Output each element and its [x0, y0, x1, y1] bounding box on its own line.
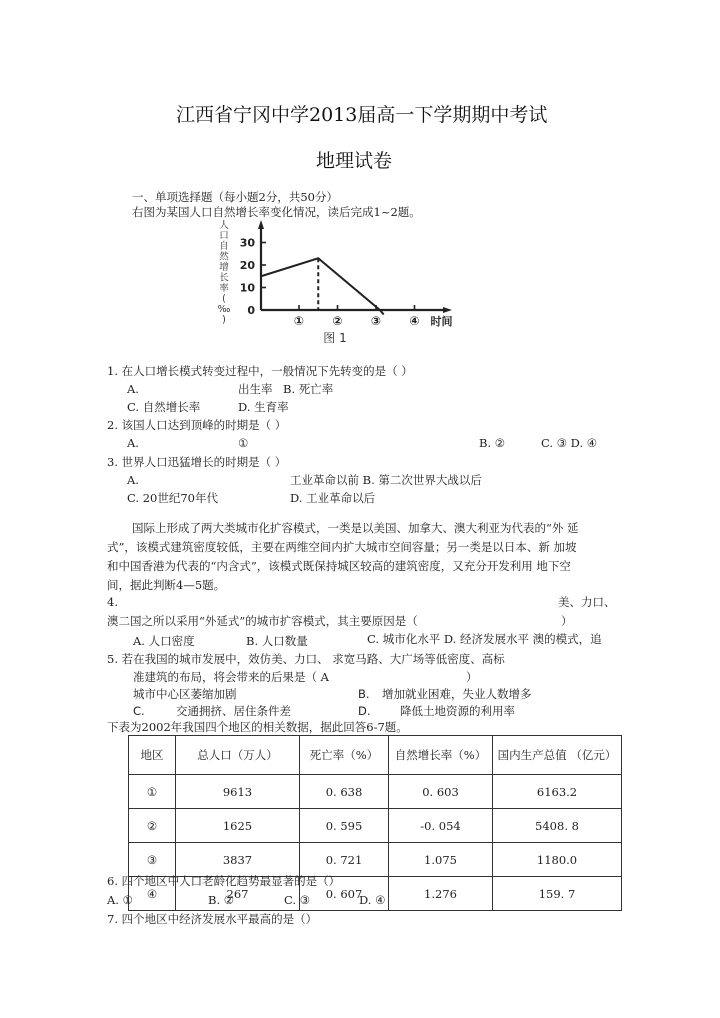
q4-close-paren: ） [561, 614, 573, 628]
cell-death-rate: 0. 638 [300, 775, 389, 809]
y-axis-label-char: 人 [219, 220, 229, 231]
y-axis-label-char: 口 [219, 230, 229, 242]
cell-death-rate: 0. 721 [300, 843, 389, 877]
q5-stem-line-1: 5. 若在我国的城市发展中，效仿美、力口、 求宽马路、大广场等低密度、高标 [107, 652, 505, 666]
q5-option-c: 交通拥挤、居住条件差 [176, 704, 291, 718]
x-tick-label: ④ [409, 314, 420, 328]
q4-stem: 澳二国之所以采用“外延式”的城市扩容模式，其主要原因是（ [107, 614, 418, 628]
x-tick-label: ③ [370, 314, 382, 328]
q5-option-d: 降低土地资源的利用率 [400, 704, 515, 718]
q2-option-cd: C. ③ D. ④ [541, 436, 598, 450]
q5-option-b-label: B. [358, 687, 370, 701]
cell-population: 1625 [176, 809, 300, 843]
y-axis-label-char: ) [222, 314, 226, 326]
passage-line-2: 式”，该模式建筑密度较低，主要在两维空间内扩大城市空间容量；另一类是以日本、新 加坡 [107, 540, 577, 554]
table-row [129, 809, 622, 843]
y-axis-label-char: ( [222, 293, 226, 305]
cell-region: ② [129, 809, 176, 843]
cell-population: 9613 [176, 775, 300, 809]
q3-option-a-text: 工业革命以前 B. 第二次世界大战以后 [290, 473, 482, 487]
cell-growth-rate: 1.075 [389, 843, 493, 877]
cell-death-rate: 0. 595 [300, 809, 389, 843]
q1-option-b: B. 死亡率 [283, 382, 334, 396]
q3-option-c: C. 20世纪70年代 [127, 491, 218, 505]
chart-caption: 图 1 [323, 331, 347, 345]
cell-growth-rate: -0. 054 [389, 809, 493, 843]
table-row [129, 775, 622, 809]
q1-stem: 1. 在人口增长模式转变过程中，一般情况下先转变的是（ ） [107, 364, 413, 378]
series-line-natural-growth [261, 258, 384, 314]
cell-gdp: 6163.2 [493, 775, 622, 809]
y-axis-label-char: 率 [219, 283, 229, 294]
cell-gdp: 159. 7 [493, 877, 622, 911]
q1-option-a: A. [127, 382, 139, 396]
x-axis-arrow-icon [443, 307, 452, 313]
cell-population: 267 [176, 877, 300, 911]
q5-option-c-label: C. [133, 704, 145, 718]
y-axis-arrow-icon [258, 220, 264, 229]
section-intro: 右图为某国人口自然增长率变化情况，读后完成1~2题。 [132, 205, 421, 219]
q4-option-a: A. 人口密度 [133, 634, 195, 648]
q2-option-b: B. ② [479, 436, 506, 450]
q6-option-b: B. ② [208, 893, 235, 907]
x-tick-label: ② [332, 314, 343, 328]
q2-option-a: A. [127, 436, 139, 450]
y-axis-label-char: 长 [219, 272, 229, 284]
cell-gdp: 5408. 8 [493, 809, 622, 843]
passage-line-4: 间，据此判断4—5题。 [107, 578, 226, 592]
population-growth-chart [210, 216, 460, 346]
cell-death-rate: 0. 607 [300, 877, 389, 911]
cell-population: 3837 [176, 843, 300, 877]
q5-option-b: 增加就业困难，失业人数增多 [382, 687, 532, 701]
q4-number: 4. [107, 595, 118, 609]
q5-option-a: 城市中心区萎缩加剧 [133, 687, 237, 701]
x-axis-label: 时间 [430, 315, 453, 328]
header-region: 地区 [129, 736, 176, 775]
q7-stem: 7. 四个地区中经济发展水平最高的是（） [107, 912, 318, 926]
q6-option-c: C. ③ [284, 893, 311, 907]
q6-option-a: A. ① [107, 893, 133, 907]
table-row [129, 843, 622, 877]
q6-stem: 6. 四个地区中人口老龄化趋势最显著的是（） [107, 874, 341, 888]
q5-option-d-label: D. [358, 704, 371, 718]
passage-line-3: 和中国香港为代表的“内含式”，该模式既保持城区较高的建筑密度，又充分开发利用 地下空 [107, 559, 571, 573]
y-tick-label: 0 [247, 304, 255, 317]
q3-option-d: D. 工业革命以后 [290, 491, 376, 505]
header-gdp: 国内生产总值 （亿元） [493, 736, 622, 775]
q2-stem: 2. 该国人口达到顶峰的时期是（ ） [107, 418, 287, 432]
q1-option-d: D. 生育率 [238, 400, 289, 414]
cell-gdp: 1180.0 [493, 843, 622, 877]
header-death-rate: 死亡率（%） [300, 736, 389, 775]
y-tick-label: 10 [239, 281, 255, 295]
q4-option-b: B. 人口数量 [246, 634, 308, 648]
y-axis-label-char: ‰ [217, 304, 231, 315]
q3-stem: 3. 世界人口迅猛增长的时期是（ ） [107, 455, 287, 469]
passage-line-1: 国际上形成了两大类城市化扩容模式，一类是以美国、加拿大、澳大利亚为代表的“外 延 [132, 521, 579, 535]
cell-region: ① [129, 775, 176, 809]
table-intro: 下表为2002年我国四个地区的相关数据，据此回答6-7题。 [107, 720, 408, 734]
q1-option-a-text: 出生率 [238, 382, 273, 396]
cell-growth-rate: 1.276 [389, 877, 493, 911]
header-population: 总人口（万人） [176, 736, 300, 775]
y-axis-label-char: 然 [219, 251, 229, 263]
q4-option-cd: C. 城市化水平 D. 经济发展水平 澳的模式，追 [367, 632, 602, 646]
cell-growth-rate: 0. 603 [389, 775, 493, 809]
cell-region: ③ [129, 843, 176, 877]
exam-title: 江西省宁冈中学2013届高一下学期期中考试 [176, 104, 548, 126]
q2-option-a-text: ① [238, 436, 249, 450]
q3-option-a: A. [127, 473, 139, 487]
y-axis-label-char: 增 [219, 262, 229, 273]
q4-right-text: 美、力口、 [558, 595, 616, 609]
header-growth-rate: 自然增长率（%） [389, 736, 493, 775]
q5-close-paren: ） [466, 670, 478, 684]
q1-option-c: C. 自然增长率 [127, 400, 201, 414]
section-heading: 一、单项选择题（每小题2分，共50分） [132, 190, 338, 204]
q5-stem-line-2: 准建筑的布局，将会带来的后果是（ A [133, 670, 329, 684]
y-axis-label-char: 自 [219, 241, 229, 252]
x-tick-label: ① [293, 314, 305, 328]
q6-option-d: D. ④ [359, 893, 386, 907]
cell-region: ④ [129, 877, 176, 911]
exam-subtitle: 地理试卷 [316, 150, 393, 172]
y-tick-label: 30 [239, 236, 255, 250]
table-header-row [129, 736, 622, 775]
y-tick-label: 20 [239, 259, 255, 272]
